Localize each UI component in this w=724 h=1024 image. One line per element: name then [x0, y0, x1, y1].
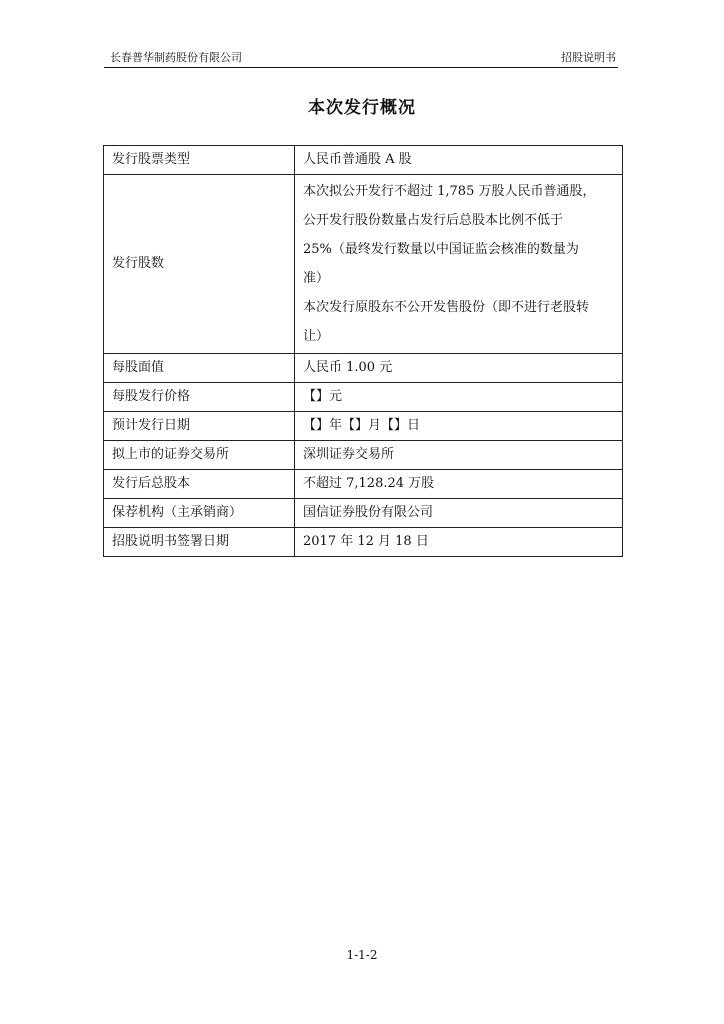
table-row-par-value: [104, 354, 623, 383]
table-row-signing-date: [104, 528, 623, 557]
row-label: 拟上市的证券交易所: [104, 441, 295, 470]
header-divider: [104, 67, 618, 68]
row-value: 深圳证券交易所: [295, 441, 623, 470]
row-value-line: 本次发行原股东不公开发售股份（即不进行老股转: [303, 300, 590, 315]
row-label: 每股发行价格: [104, 383, 295, 412]
table-row-total-shares: [104, 470, 623, 499]
row-label: 发行股票类型: [104, 146, 295, 175]
row-value: 2017 年 12 月 18 日: [295, 528, 623, 557]
table-row-stock-type: [104, 146, 623, 175]
header-company-name: 长春普华制药股份有限公司: [110, 51, 242, 64]
row-label: 每股面值: [104, 354, 295, 383]
row-label: 招股说明书签署日期: [104, 528, 295, 557]
row-label: 预计发行日期: [104, 412, 295, 441]
table-row-share-count: [104, 175, 623, 354]
offering-overview-table: [103, 145, 623, 557]
table-row-exchange: [104, 441, 623, 470]
table-row-sponsor: [104, 499, 623, 528]
table-row-offer-date: [104, 412, 623, 441]
row-value: 不超过 7,128.24 万股: [295, 470, 623, 499]
row-value-line: 本次拟公开发行不超过 1,785 万股人民币普通股，: [303, 184, 596, 199]
row-value-line: 让）: [303, 329, 330, 344]
row-label: 发行股数: [104, 175, 295, 354]
row-value-line: 准）: [303, 271, 330, 286]
row-value-line: 25%（最终发行数量以中国证监会核准的数量为: [303, 242, 579, 257]
row-value: 【】年【】月【】日: [295, 412, 623, 441]
row-value-line: 公开发行股份数量占发行后总股本比例不低于: [303, 213, 564, 228]
row-value: 【】元: [295, 383, 623, 412]
row-label: 保荐机构（主承销商）: [104, 499, 295, 528]
row-value: [295, 175, 623, 354]
row-label: 发行后总股本: [104, 470, 295, 499]
table-row-offer-price: [104, 383, 623, 412]
row-value: 国信证券股份有限公司: [295, 499, 623, 528]
row-value: 人民币普通股 A 股: [295, 146, 623, 175]
page-header: [104, 50, 618, 66]
page-number: 1-1-2: [346, 948, 378, 962]
header-document-type: 招股说明书: [561, 51, 616, 64]
row-value: 人民币 1.00 元: [295, 354, 623, 383]
page-title: 本次发行概况: [308, 98, 416, 118]
